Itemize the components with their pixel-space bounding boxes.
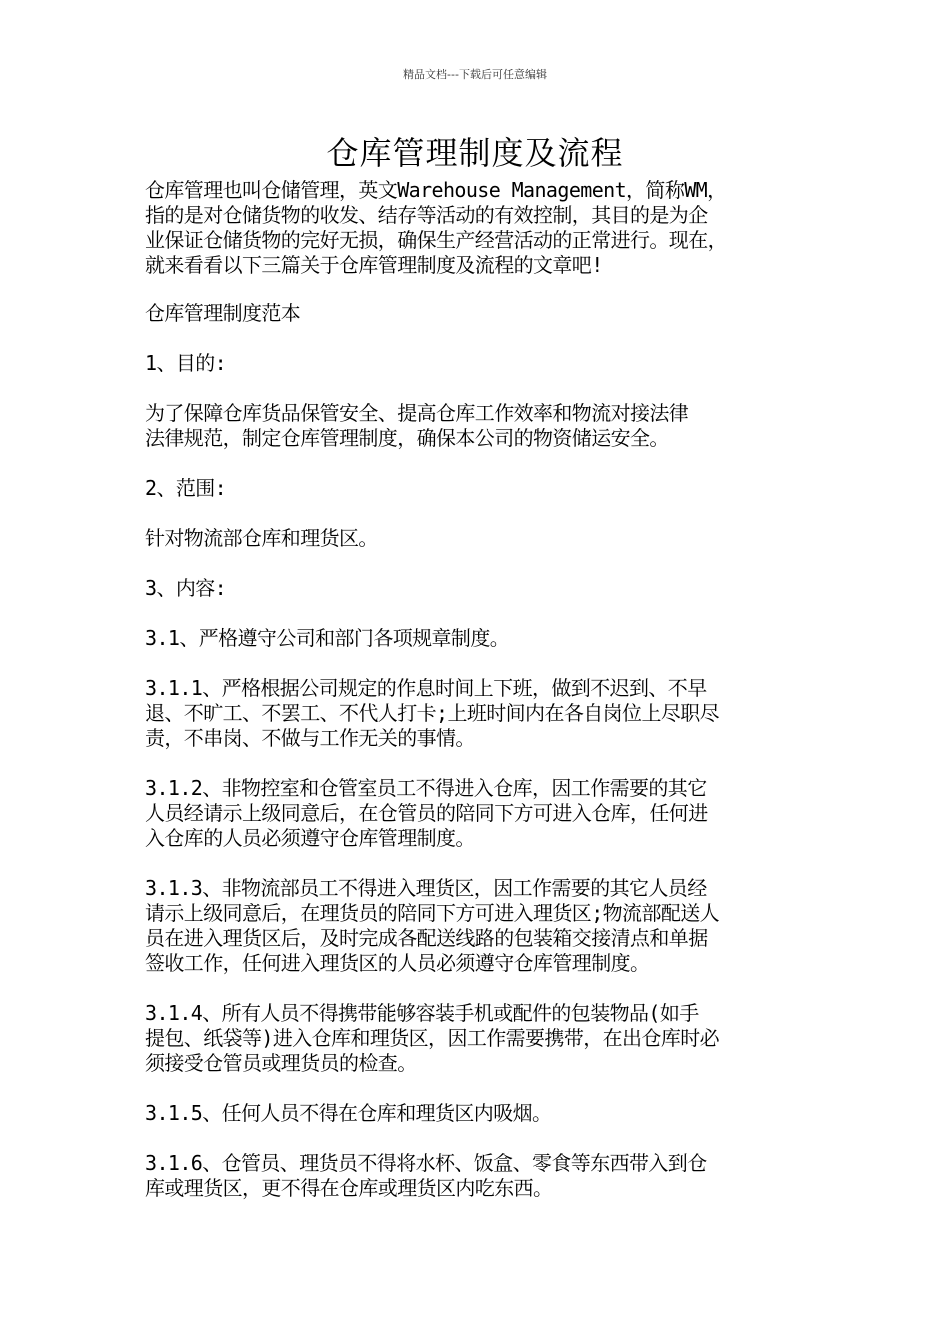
text-line: 须接受仓管员或理货员的检查。 <box>145 1051 417 1075</box>
text-line: 入仓库的人员必须遵守仓库管理制度。 <box>145 826 475 850</box>
text-line: 3.1.4、所有人员不得携带能够容装手机或配件的包装物品(如手 <box>145 1001 699 1025</box>
text-line: 为了保障仓库货品保管安全、提高仓库工作效率和物流对接法律 <box>145 401 689 425</box>
document-body <box>145 178 810 1201</box>
text-line: 员在进入理货区后，及时完成各配送线路的包装箱交接清点和单据 <box>145 926 708 950</box>
text-line: 针对物流部仓库和理货区。 <box>145 526 378 550</box>
section-heading <box>145 476 810 501</box>
section-heading <box>145 301 810 326</box>
text-line: 法律规范，制定仓库管理制度，确保本公司的物资储运安全。 <box>145 426 669 450</box>
document-title: 仓库管理制度及流程 <box>326 134 624 172</box>
text-line: 3.1.3、非物流部员工不得进入理货区，因工作需要的其它人员经 <box>145 876 707 900</box>
paragraph <box>145 626 810 651</box>
paragraph <box>145 1151 810 1201</box>
text-line: 库或理货区，更不得在仓库或理货区内吃东西。 <box>145 1176 553 1200</box>
text-line: 请示上级同意后，在理货员的陪同下方可进入理货区;物流部配送人 <box>145 901 720 925</box>
paragraph <box>145 876 810 976</box>
text-line: 责，不串岗、不做与工作无关的事情。 <box>145 726 475 750</box>
text-line: 2、范围: <box>145 476 227 500</box>
section-heading <box>145 576 810 601</box>
paragraph <box>145 676 810 751</box>
text-line: 退、不旷工、不罢工、不代人打卡;上班时间内在各自岗位上尽职尽 <box>145 701 720 725</box>
text-line: 1、目的: <box>145 351 227 375</box>
page-header: 精品文档---下载后可任意编辑 <box>403 68 547 81</box>
paragraph <box>145 1001 810 1076</box>
text-line: 签收工作，任何进入理货区的人员必须遵守仓库管理制度。 <box>145 951 650 975</box>
text-line: 业保证仓储货物的完好无损，确保生产经营活动的正常进行。现在， <box>145 228 727 252</box>
text-line: 提包、纸袋等)进入仓库和理货区，因工作需要携带，在出仓库时必 <box>145 1026 720 1050</box>
text-line: 3.1.6、仓管员、理货员不得将水杯、饭盒、零食等东西带入到仓 <box>145 1151 707 1175</box>
paragraph <box>145 401 810 451</box>
text-line: 3.1.1、严格根据公司规定的作息时间上下班，做到不迟到、不早 <box>145 676 707 700</box>
text-line: 3.1.5、任何人员不得在仓库和理货区内吸烟。 <box>145 1101 552 1125</box>
intro-paragraph <box>145 178 810 278</box>
text-line: 仓库管理制度范本 <box>145 301 301 325</box>
text-line: 3.1.2、非物控室和仓管室员工不得进入仓库，因工作需要的其它 <box>145 776 707 800</box>
paragraph <box>145 526 810 551</box>
text-line: 3、内容: <box>145 576 227 600</box>
text-line: 就来看看以下三篇关于仓库管理制度及流程的文章吧! <box>145 253 603 277</box>
paragraph <box>145 1101 810 1126</box>
text-line: 3.1、严格遵守公司和部门各项规章制度。 <box>145 626 510 650</box>
text-line: 仓库管理也叫仓储管理，英文Warehouse Management，简称WM， <box>145 178 727 202</box>
text-line: 人员经请示上级同意后，在仓管员的陪同下方可进入仓库，任何进 <box>145 801 708 825</box>
paragraph <box>145 776 810 851</box>
section-heading <box>145 351 810 376</box>
text-line: 指的是对仓储货物的收发、结存等活动的有效控制，其目的是为企 <box>145 203 708 227</box>
